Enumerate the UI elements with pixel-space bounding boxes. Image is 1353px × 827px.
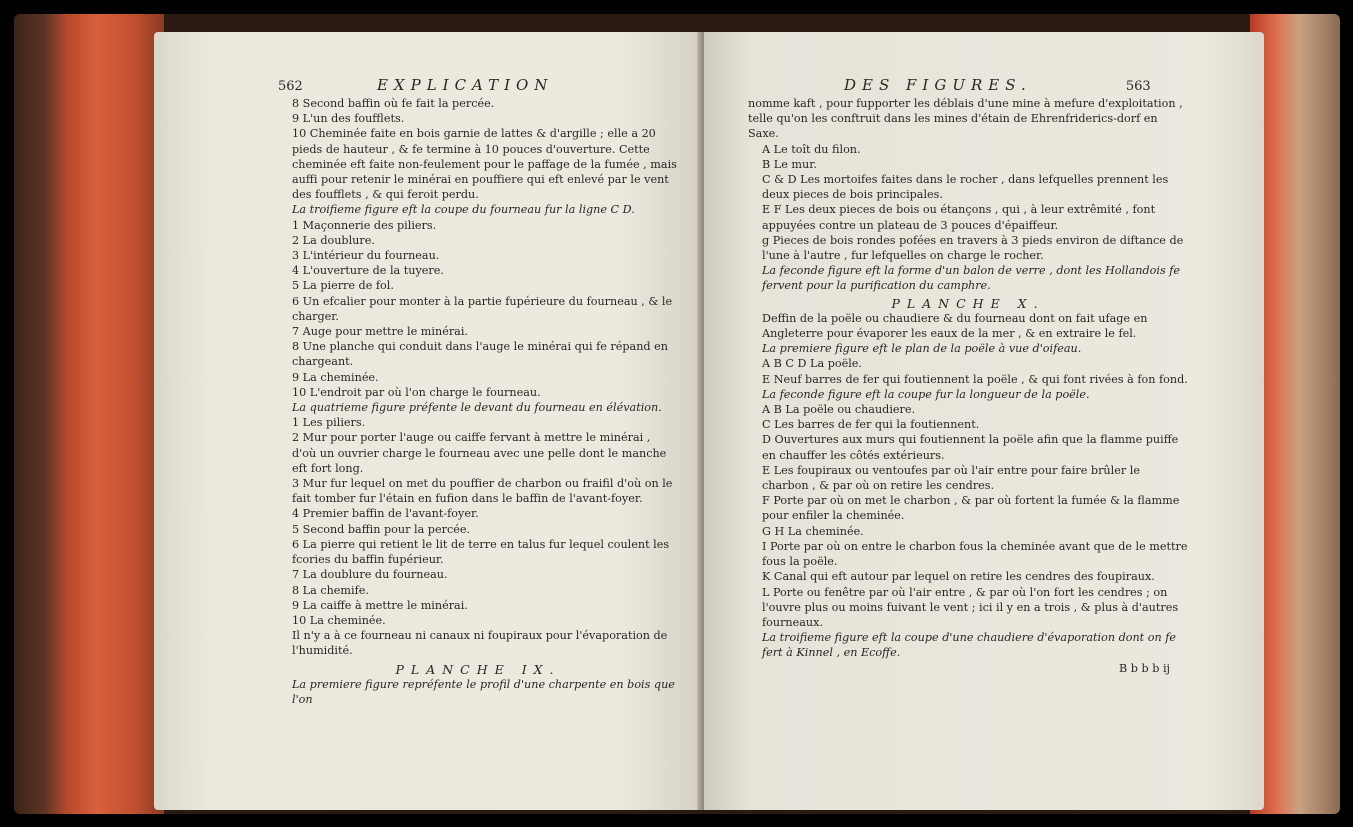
entry: E Neuf barres de fer qui foutiennent la poële , & qui font rivées à fon fond. [762,372,1188,386]
entry: 1 Maçonnerie des piliers. [292,218,437,232]
entry: 5 Second baffin pour la percée. [292,522,471,536]
right-page [704,32,1264,810]
left-page [154,32,702,810]
entry: A B C D La poële. [762,357,862,371]
entry: E Les foupiraux ou ventoufes par où l'air entre pour faire brûler le charbon , & par où on retire les cendres. [762,463,1140,493]
entry: 9 La cheminée. [292,370,379,384]
entry: A B La poële ou chaudiere. [762,403,916,417]
entry: 9 L'un des foufflets. [292,112,405,126]
entry: 10 Cheminée faite en bois garnie de lattes & d'argille ; elle a 20 pieds de hauteur , & fe termine à 10 pouces d'ouverture. Cette cheminée eft faite non-feulement pour le paffage de la fumée , mais auffi pour retenir le minérai en pouffiere qui eft enlevé par le vent des foufflets , & qui feroit perdu. [292,127,677,202]
entry: C Les barres de fer qui la foutiennent. [762,418,980,432]
entry: D Ouvertures aux murs qui foutiennent la poële afin que la flamme puiffe en chauffer les côtés extérieurs. [762,433,1179,462]
signature-mark: B b b b ij [1119,661,1170,675]
left-running-head [278,76,553,94]
entry: 2 Mur pour porter l'auge ou caiffe fervant à mettre le minérai , d'où un ouvrier charge le fourneau avec une pelle dont le manche eft fort long. [292,431,667,475]
figure-caption: La premiere figure eft le plan de la poële à vue d'oifeau. [762,342,1082,356]
entry: B Le mur. [762,157,817,171]
entry: 5 La pierre de fol. [292,279,394,293]
left-page-number: 562 [278,79,303,94]
right-page-number: 563 [1125,79,1151,94]
book-edge-left [14,14,164,814]
entry: G H La cheminée. [762,524,864,538]
right-running-head [844,76,1151,94]
plate-heading: PLANCHE X. [891,295,1045,311]
entry: F Porte par où on met le charbon , & par où fortent la fumée & la flamme pour enfiler la cheminée. [762,494,1180,523]
entry: 8 La chemife. [292,583,369,597]
entry: K Canal qui eft autour par lequel on retire les cendres des foupiraux. [762,570,1155,584]
entry: 7 La doublure du fourneau. [292,568,448,582]
entry: g Pieces de bois rondes pofées en travers à 3 pieds environ de diftance de l'une à l'autre , fur lefquelles on charge le rocher. [762,233,1184,263]
entry: Il n'y a à ce fourneau ni canaux ni foupiraux pour l'évaporation de l'humidité. [292,629,668,658]
entry: 3 L'intérieur du fourneau. [292,249,440,263]
entry: 3 Mur fur lequel on met du pouffier de charbon ou fraifil d'où on le fait tomber fur l'étain en fufion dans le baffin de l'avant-foyer. [292,477,673,506]
entry: 4 Premier baffin de l'avant-foyer. [292,507,479,521]
entry: 4 L'ouverture de la tuyere. [292,264,444,278]
entry: 6 Un efcalier pour monter à la partie fupérieure du fourneau , & le charger. [292,294,673,323]
entry: 7 Auge pour mettre le minérai. [292,325,468,339]
entry: 9 La caiffe à mettre le minérai. [292,598,468,612]
plate-heading: PLANCHE IX. [395,661,561,677]
open-book [14,14,1340,814]
figure-caption: La feconde figure eft la coupe fur la longueur de la poële. [762,387,1090,401]
figure-caption: La premiere figure repréfente le profil d'une charpente en bois que l'on [292,677,675,706]
entry: C & D Les mortoifes faites dans le rocher , dans lefquelles prennent les deux pieces de bois principales. [762,173,1169,202]
entry: 8 Second baffin où fe fait la percée. [292,97,495,110]
entry: 10 La cheminée. [292,613,386,627]
left-head-title: EXPLICATION [376,76,554,94]
entry: L Porte ou fenêtre par où l'air entre , & par où l'on fort les cendres ; on l'ouvre plus ou moins fuivant le vent ; ici il y en a trois , & plus à d'autres fourneaux. [762,585,1179,629]
entry: E F Les deux pieces de bois ou étançons , qui , à leur extrêmité , font appuyées contre un plateau de 3 pouces d'épaiffeur. [762,203,1156,232]
figure-caption: La quatrieme figure préfente le devant du fourneau en élévation. [292,401,662,415]
entry: 8 Une planche qui conduit dans l'auge le minérai qui fe répand en chargeant. [292,340,668,369]
figure-caption: La troifieme figure eft la coupe du fourneau fur la ligne C D. [292,203,635,217]
right-head-title: DES FIGURES. [844,76,1032,94]
entry: I Porte par où on entre le charbon fous la cheminée avant que de le mettre fous la poële. [762,539,1188,569]
entry: 1 Les piliers. [292,416,366,430]
entry: nomme kaft , pour fupporter les déblais d'une mine à mefure d'exploitation , telle qu'on les conftruit dans les mines d'étain de Ehrenfriderics-dorf en Saxe. [748,97,1183,141]
figure-caption: La troifieme figure eft la coupe d'une chaudiere d'évaporation dont on fe fert à Kinnel , en Ecoffe. [762,631,1176,660]
entry: Deffin de la poële ou chaudiere & du fourneau dont on fait ufage en Angleterre pour évaporer les eaux de la mer , & en extraire le fel. [762,311,1148,341]
entry: 10 L'endroit par où l'on charge le fourneau. [292,385,541,399]
entry: 2 La doublure. [292,233,375,247]
right-body [748,96,1188,676]
entry: 6 La pierre qui retient le lit de terre en talus fur lequel coulent les fcories du baffin fupérieur. [292,537,670,567]
figure-caption: La feconde figure eft la forme d'un balon de verre , dont les Hollandois fe fervent pour la purification du camphre. [762,264,1181,293]
entry: A Le toît du filon. [762,142,861,156]
left-body [278,96,678,707]
